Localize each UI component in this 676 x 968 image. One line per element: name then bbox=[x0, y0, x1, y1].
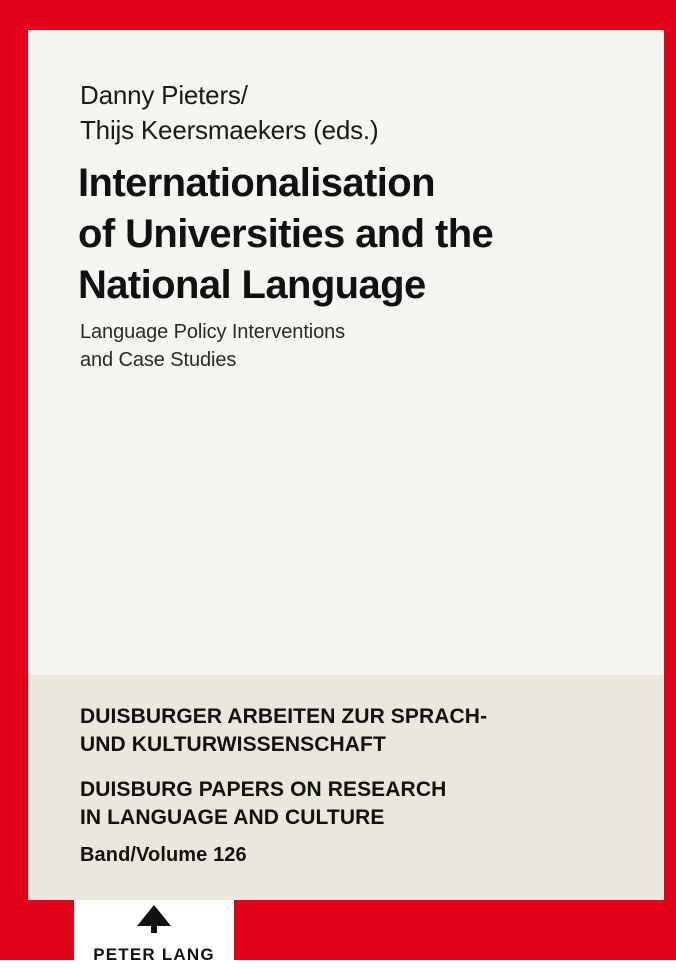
cover-border-left bbox=[0, 0, 28, 960]
series-title-german bbox=[80, 703, 640, 759]
cover-main-area bbox=[28, 30, 664, 675]
publisher-name: PETER LANG bbox=[93, 945, 215, 964]
series-band bbox=[28, 675, 664, 900]
editor-line-1: Danny Pieters/ bbox=[80, 80, 248, 110]
book-title bbox=[78, 158, 638, 312]
cover-page-body bbox=[28, 30, 664, 964]
publisher-logo bbox=[74, 900, 234, 968]
editors-block bbox=[80, 78, 620, 147]
book-subtitle bbox=[80, 318, 620, 375]
series-english-line-2: IN LANGUAGE AND CULTURE bbox=[80, 805, 385, 829]
series-title-english bbox=[80, 776, 640, 832]
title-line-3: National Language bbox=[78, 263, 426, 308]
title-line-1: Internationalisation bbox=[78, 161, 435, 205]
editor-line-2: Thijs Keersmaekers (eds.) bbox=[80, 114, 379, 145]
peter-lang-mark-icon bbox=[126, 904, 182, 939]
series-volume-number: Band/Volume 126 bbox=[80, 844, 247, 866]
title-line-2: of Universities and the bbox=[78, 212, 494, 257]
series-english-line-1: DUISBURG PAPERS ON RESEARCH bbox=[80, 778, 447, 801]
cover-border-right bbox=[664, 0, 676, 960]
series-german-line-2: UND KULTURWISSENSCHAFT bbox=[80, 732, 386, 756]
cover-border-top bbox=[0, 0, 676, 30]
subtitle-line-1: Language Policy Interventions bbox=[80, 321, 346, 343]
subtitle-line-2: and Case Studies bbox=[80, 349, 237, 372]
series-german-line-1: DUISBURGER ARBEITEN ZUR SPRACH- bbox=[80, 705, 488, 728]
